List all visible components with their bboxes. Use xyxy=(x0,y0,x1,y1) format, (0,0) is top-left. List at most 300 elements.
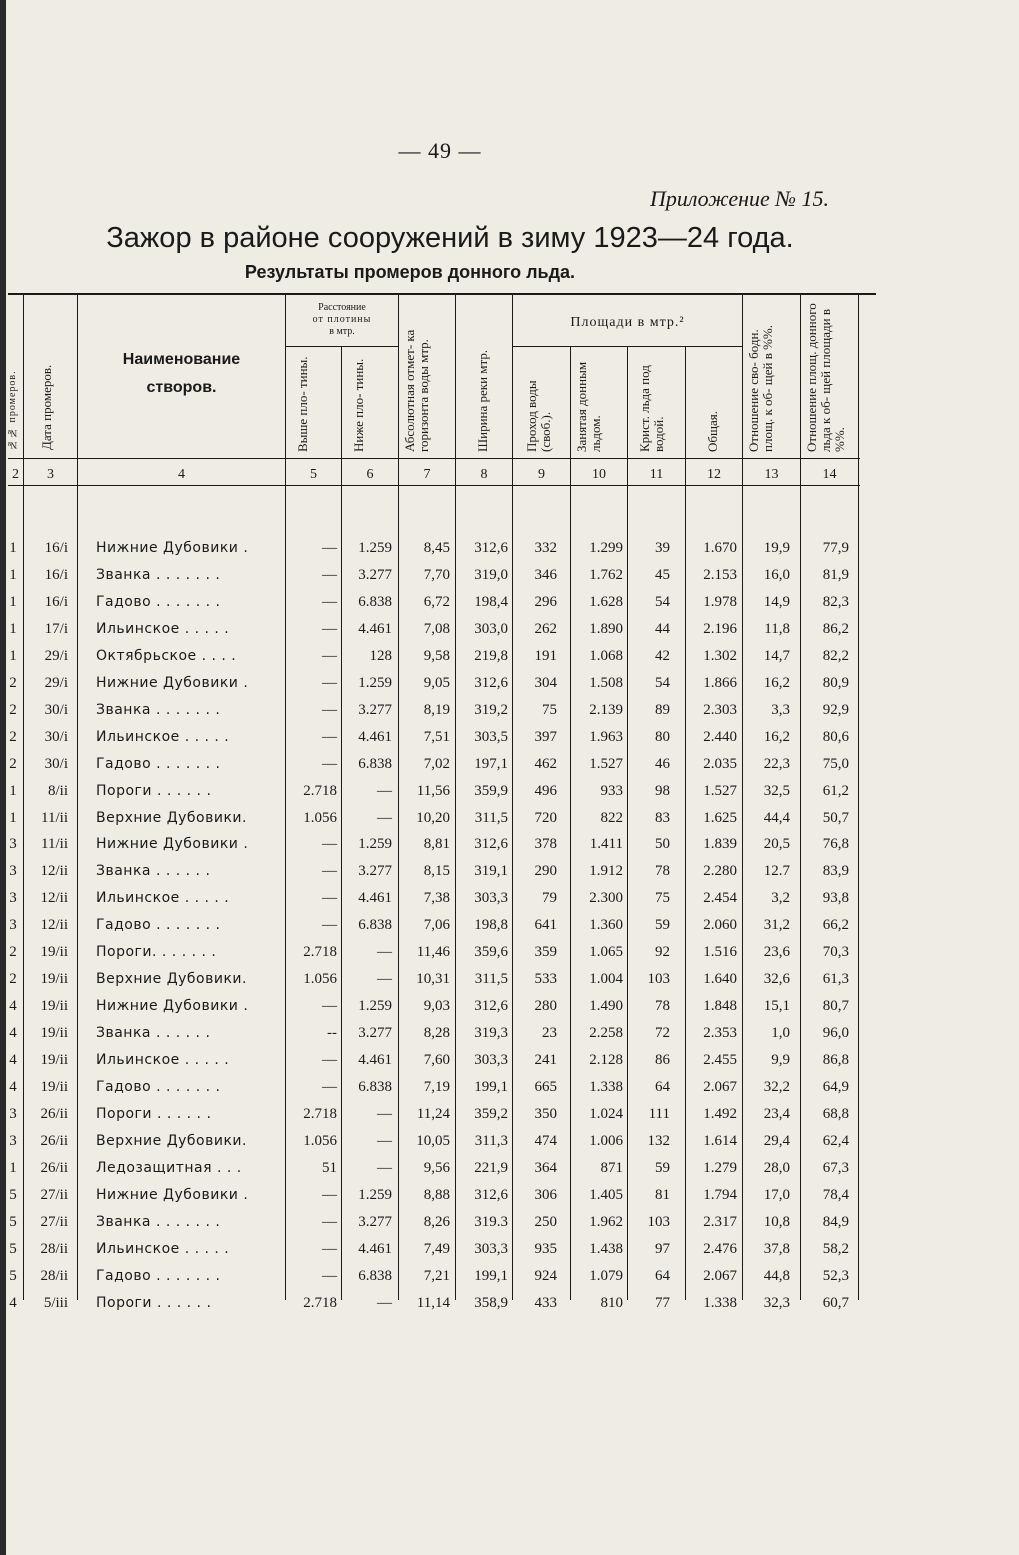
cell-name: Нижние Дубовики . xyxy=(96,540,249,556)
cell-elev: 7,02 xyxy=(423,755,450,772)
cell-name: Верхние Дубовики. xyxy=(96,971,247,988)
cell-total: 2.454 xyxy=(703,890,737,907)
cell-no: 3 xyxy=(9,863,17,880)
cell-no: 2 xyxy=(9,674,17,691)
cell-bottom: 1.006 xyxy=(589,1132,623,1149)
cell-p2: 84,9 xyxy=(822,1213,849,1230)
cell-bottom: 810 xyxy=(600,1294,623,1311)
cell-date: 19/ii xyxy=(40,944,68,961)
cell-free: 75 xyxy=(542,701,557,718)
cell-date: 29/i xyxy=(44,674,68,691)
header-river-width: Ширина реки мтр. xyxy=(475,349,490,452)
cell-up: — xyxy=(322,674,337,691)
cell-width: 199,1 xyxy=(474,1267,508,1284)
cell-elev: 10,20 xyxy=(416,809,450,826)
cell-width: 303,3 xyxy=(474,1240,508,1257)
cell-no: 1 xyxy=(9,566,17,583)
cell-date: 5/iii xyxy=(43,1294,68,1311)
cell-elev: 11,14 xyxy=(416,1294,450,1311)
cell-p2: 82,2 xyxy=(822,647,849,664)
cell-p1: 1,0 xyxy=(771,1025,790,1042)
cell-free: 935 xyxy=(534,1240,557,1257)
cell-up: — xyxy=(322,701,337,718)
cell-no: 2 xyxy=(9,971,17,988)
cell-elev: 8,45 xyxy=(423,540,450,556)
cell-free: 296 xyxy=(534,593,557,610)
cell-bottom: 1.527 xyxy=(589,755,623,772)
cell-p1: 3,3 xyxy=(771,701,790,718)
cell-width: 198,4 xyxy=(474,593,508,610)
table-row xyxy=(0,805,860,832)
cell-p1: 14,9 xyxy=(763,593,790,610)
cell-name: Гадово . . . . . . . xyxy=(96,593,221,610)
cell-free: 359 xyxy=(534,944,557,961)
cell-p2: 58,2 xyxy=(822,1240,849,1257)
cell-no: 2 xyxy=(9,728,17,745)
col-number: 3 xyxy=(47,467,54,482)
cell-down: 6.838 xyxy=(358,1079,392,1095)
cell-free: 241 xyxy=(534,1052,557,1069)
header-name-l2: створов. xyxy=(146,379,217,396)
cell-free: 924 xyxy=(534,1267,557,1284)
cell-total: 2.153 xyxy=(703,566,737,583)
cell-down: 1.259 xyxy=(358,540,392,556)
cell-elev: 8,26 xyxy=(423,1213,450,1230)
cell-p1: 44,4 xyxy=(763,809,790,826)
cell-free: 533 xyxy=(534,971,557,988)
cell-p1: 23,4 xyxy=(763,1105,790,1122)
table-row xyxy=(0,993,860,1020)
cell-name: Пороги . . . . . . xyxy=(96,1294,212,1311)
cell-p2: 52,3 xyxy=(822,1267,849,1284)
cell-free: 191 xyxy=(534,647,557,664)
cell-free: 280 xyxy=(534,998,557,1015)
cell-p2: 82,3 xyxy=(822,593,849,610)
header-bottom-rule xyxy=(8,458,860,459)
cell-elev: 10,31 xyxy=(416,971,450,988)
cell-no: 2 xyxy=(9,755,17,772)
header-bottom-ice: Занятая донным льдом. xyxy=(574,361,603,452)
cell-total: 2.353 xyxy=(703,1025,737,1042)
header-bottom-ice-ratio: Отношение площ. донного льда к об- щей площади в %%. xyxy=(804,303,847,452)
cell-crys: 64 xyxy=(655,1079,670,1095)
col-number: 13 xyxy=(764,467,779,482)
table-row xyxy=(0,1020,860,1047)
cell-no: 4 xyxy=(9,1079,17,1095)
cell-width: 312,6 xyxy=(474,1186,508,1203)
cell-p1: 22,3 xyxy=(763,755,790,772)
table-row xyxy=(0,885,860,912)
table-row xyxy=(0,1128,860,1155)
cell-no: 3 xyxy=(9,890,17,907)
cell-total: 1.848 xyxy=(703,998,737,1015)
cell-no: 1 xyxy=(9,809,17,826)
col-number: 7 xyxy=(423,467,431,482)
cell-elev: 7,70 xyxy=(423,566,450,583)
cell-p2: 92,9 xyxy=(822,701,849,718)
cell-down: 6.838 xyxy=(358,917,392,934)
cell-up: — xyxy=(322,863,337,880)
numbers-bottom-rule xyxy=(8,485,860,486)
col-number: 6 xyxy=(366,467,374,482)
cell-p1: 44,8 xyxy=(763,1267,790,1284)
cell-up: — xyxy=(322,1052,337,1069)
cell-bottom: 1.411 xyxy=(589,836,623,853)
cell-date: 27/ii xyxy=(40,1213,68,1230)
cell-up: — xyxy=(322,890,337,907)
table-row xyxy=(0,778,860,805)
cell-width: 319,0 xyxy=(474,566,508,583)
cell-date: 16/i xyxy=(44,566,68,583)
table-row xyxy=(0,697,860,724)
cell-crys: 54 xyxy=(655,674,670,691)
cell-p2: 62,4 xyxy=(822,1132,849,1149)
cell-p2: 61,2 xyxy=(822,782,849,799)
cell-bottom: 1.024 xyxy=(589,1105,623,1122)
cell-up: — xyxy=(322,1267,337,1284)
cell-p2: 78,4 xyxy=(822,1186,849,1203)
cell-down: 3.277 xyxy=(358,863,392,880)
cell-up: 2.718 xyxy=(303,1105,337,1122)
cell-date: 19/ii xyxy=(40,1025,68,1042)
cell-p2: 80,7 xyxy=(822,998,849,1015)
cell-bottom: 822 xyxy=(600,809,623,826)
cell-p2: 81,9 xyxy=(822,566,849,583)
cell-width: 312,6 xyxy=(474,998,508,1015)
cell-p2: 70,3 xyxy=(822,944,849,961)
page-subtitle: Результаты промеров донного льда. xyxy=(244,262,576,282)
cell-no: 4 xyxy=(9,1025,17,1042)
cell-up: — xyxy=(322,1186,337,1203)
cell-no: 5 xyxy=(9,1240,17,1257)
cell-bottom: 2.258 xyxy=(589,1025,623,1042)
table-row xyxy=(0,562,860,589)
cell-elev: 7,08 xyxy=(423,620,450,637)
cell-bottom: 1.004 xyxy=(589,971,623,988)
header-upstream: Выше пло- тины. xyxy=(295,356,310,452)
table-row xyxy=(0,1101,860,1128)
cell-p1: 32,5 xyxy=(763,782,790,799)
cell-no: 1 xyxy=(9,1159,17,1176)
cell-name: Верхние Дубовики. xyxy=(96,1132,247,1149)
cell-date: 16/i xyxy=(44,593,68,610)
cell-total: 1.302 xyxy=(703,647,737,664)
cell-free: 79 xyxy=(542,890,557,907)
cell-total: 2.303 xyxy=(703,701,737,718)
header-downstream: Ниже пло- тины. xyxy=(351,358,366,452)
cell-width: 359,9 xyxy=(474,782,508,799)
cell-up: 1.056 xyxy=(303,1132,337,1149)
cell-crys: 72 xyxy=(655,1025,670,1042)
cell-p2: 93,8 xyxy=(822,890,849,907)
cell-free: 462 xyxy=(534,755,557,772)
cell-date: 16/i xyxy=(44,540,68,556)
cell-no: 4 xyxy=(9,998,17,1015)
cell-down: 3.277 xyxy=(358,1025,392,1042)
cell-p2: 61,3 xyxy=(822,971,849,988)
table-row xyxy=(0,751,860,778)
cell-p2: 66,2 xyxy=(822,917,849,934)
cell-name: Званка . . . . . . xyxy=(96,863,211,880)
cell-p2: 60,7 xyxy=(822,1294,849,1311)
cell-crys: 54 xyxy=(655,593,670,610)
header-distance-l2: от плотины xyxy=(312,314,372,325)
cell-up: — xyxy=(322,755,337,772)
cell-total: 1.640 xyxy=(703,971,737,988)
cell-width: 312,6 xyxy=(474,836,508,853)
cell-name: Нижние Дубовики . xyxy=(96,1186,249,1203)
cell-p2: 86,2 xyxy=(822,620,849,637)
cell-name: Гадово . . . . . . . xyxy=(96,917,221,934)
page-number: — 49 — xyxy=(398,138,482,163)
cell-total: 2.476 xyxy=(703,1240,737,1257)
cell-p2: 50,7 xyxy=(822,809,849,826)
cell-p1: 20,5 xyxy=(763,836,790,853)
cell-down: 4.461 xyxy=(358,620,392,637)
cell-date: 11/ii xyxy=(41,809,68,826)
cell-bottom: 1.962 xyxy=(589,1213,623,1230)
cell-total: 2.280 xyxy=(703,863,737,880)
table-row xyxy=(0,966,860,993)
cell-date: 12/ii xyxy=(40,890,68,907)
cell-date: 30/i xyxy=(44,701,68,718)
cell-down: 4.461 xyxy=(358,1240,392,1257)
cell-crys: 64 xyxy=(655,1267,670,1284)
cell-down: — xyxy=(377,809,392,826)
cell-total: 1.492 xyxy=(703,1105,737,1122)
cell-bottom: 1.068 xyxy=(589,647,623,664)
header-elevation: Абсолютная отмет- ка горизонта воды мтр. xyxy=(402,329,431,452)
cell-width: 319,3 xyxy=(474,1025,508,1042)
cell-width: 219,8 xyxy=(474,647,508,664)
col-number: 12 xyxy=(707,467,721,482)
cell-crys: 78 xyxy=(655,863,670,880)
cell-p2: 83,9 xyxy=(822,863,849,880)
cell-no: 1 xyxy=(9,782,17,799)
cell-width: 311,5 xyxy=(474,809,508,826)
cell-free: 306 xyxy=(534,1186,557,1203)
cell-crys: 80 xyxy=(655,728,670,745)
cell-p1: 16,2 xyxy=(763,674,790,691)
cell-p2: 86,8 xyxy=(822,1052,849,1069)
cell-name: Пороги. . . . . . . xyxy=(96,944,217,961)
cell-bottom: 1.338 xyxy=(589,1079,623,1095)
cell-free: 23 xyxy=(542,1025,557,1042)
cell-elev: 7,21 xyxy=(423,1267,450,1284)
cell-width: 312,6 xyxy=(474,674,508,691)
cell-name: Нижние Дубовики . xyxy=(96,674,249,691)
cell-elev: 8,81 xyxy=(423,836,450,853)
cell-no: 4 xyxy=(9,1052,17,1069)
cell-up: — xyxy=(322,836,337,853)
col-number: 4 xyxy=(178,467,185,482)
cell-up: — xyxy=(322,917,337,934)
cell-up: — xyxy=(322,647,337,664)
cell-crys: 81 xyxy=(655,1186,670,1203)
col-number: 8 xyxy=(480,467,488,482)
cell-date: 19/ii xyxy=(40,1079,68,1095)
cell-elev: 6,72 xyxy=(423,593,450,610)
cell-width: 198,8 xyxy=(474,917,508,934)
cell-up: 51 xyxy=(322,1159,337,1176)
cell-bottom: 1.405 xyxy=(589,1186,623,1203)
cell-p1: 19,9 xyxy=(763,540,790,556)
cell-width: 303,3 xyxy=(474,1052,508,1069)
table-row xyxy=(0,912,860,939)
cell-up: — xyxy=(322,540,337,556)
table-row xyxy=(0,1290,860,1317)
cell-name: Гадово . . . . . . . xyxy=(96,1267,221,1284)
cell-crys: 103 xyxy=(647,1213,670,1230)
cell-date: 28/ii xyxy=(40,1267,68,1284)
cell-free: 262 xyxy=(534,620,557,637)
header-area-group: Площади в мтр.² xyxy=(570,315,685,330)
cell-down: — xyxy=(377,1294,392,1311)
cell-free: 332 xyxy=(534,540,557,556)
cell-crys: 86 xyxy=(655,1052,670,1069)
cell-crys: 42 xyxy=(655,647,670,664)
cell-crys: 45 xyxy=(655,566,670,583)
cell-p1: 12.7 xyxy=(763,863,790,880)
cell-width: 359,6 xyxy=(474,944,508,961)
cell-up: 1.056 xyxy=(303,971,337,988)
cell-elev: 7,49 xyxy=(423,1240,450,1257)
cell-date: 12/ii xyxy=(40,863,68,880)
cell-p1: 32,6 xyxy=(763,971,790,988)
cell-p1: 14,7 xyxy=(763,647,790,664)
cell-down: 4.461 xyxy=(358,890,392,907)
cell-total: 1.516 xyxy=(703,944,737,961)
cell-free: 665 xyxy=(534,1079,557,1095)
cell-width: 359,2 xyxy=(474,1105,508,1122)
cell-free: 304 xyxy=(534,674,557,691)
cell-name: Нижние Дубовики . xyxy=(96,836,249,853)
cell-down: 6.838 xyxy=(358,593,392,610)
cell-crys: 59 xyxy=(655,1159,670,1176)
cell-total: 2.067 xyxy=(703,1267,737,1284)
table-row xyxy=(0,535,860,562)
cell-name: Гадово . . . . . . . xyxy=(96,755,221,772)
cell-name: Ильинское . . . . . xyxy=(96,890,230,907)
cell-crys: 46 xyxy=(655,755,670,772)
cell-crys: 39 xyxy=(655,540,670,556)
table-row xyxy=(0,1182,860,1209)
cell-no: 2 xyxy=(9,944,17,961)
header-crystal-ice: Крист. льда под водой. xyxy=(637,365,666,452)
cell-crys: 83 xyxy=(655,809,670,826)
cell-total: 1.279 xyxy=(703,1159,737,1176)
header-name-l1: Наименование xyxy=(122,351,241,368)
cell-width: 303,5 xyxy=(474,728,508,745)
cell-no: 3 xyxy=(9,836,17,853)
cell-no: 2 xyxy=(9,701,17,718)
cell-total: 1.338 xyxy=(703,1294,737,1311)
cell-up: — xyxy=(322,1213,337,1230)
cell-date: 19/ii xyxy=(40,998,68,1015)
cell-down: 128 xyxy=(369,647,392,664)
cell-p1: 32,3 xyxy=(763,1294,790,1311)
table-row xyxy=(0,1047,860,1074)
cell-bottom: 933 xyxy=(600,782,623,799)
cell-down: 4.461 xyxy=(358,1052,392,1069)
cell-bottom: 2.139 xyxy=(589,701,623,718)
cell-no: 3 xyxy=(9,917,17,934)
cell-date: 29/i xyxy=(44,647,68,664)
cell-date: 26/ii xyxy=(40,1132,68,1149)
cell-width: 319,1 xyxy=(474,863,508,880)
cell-down: — xyxy=(377,1105,392,1122)
cell-elev: 11,46 xyxy=(416,944,450,961)
table-row xyxy=(0,939,860,966)
cell-name: Нижние Дубовики . xyxy=(96,998,249,1015)
cell-bottom: 871 xyxy=(600,1159,623,1176)
cell-total: 1.625 xyxy=(703,809,737,826)
cell-name: Верхние Дубовики. xyxy=(96,809,247,826)
cell-down: 1.259 xyxy=(358,1186,392,1203)
cell-name: Октябрьское . . . . xyxy=(96,647,237,664)
cell-p1: 15,1 xyxy=(763,998,790,1015)
cell-name: Ильинское . . . . . xyxy=(96,1240,230,1257)
cell-up: 2.718 xyxy=(303,782,337,799)
cell-bottom: 1.065 xyxy=(589,944,623,961)
cell-up: — xyxy=(322,998,337,1015)
cell-elev: 8,88 xyxy=(423,1186,450,1203)
cell-free: 720 xyxy=(534,809,557,826)
cell-bottom: 1.079 xyxy=(589,1267,623,1284)
cell-down: 3.277 xyxy=(358,1213,392,1230)
cell-name: Званка . . . . . . xyxy=(96,1025,211,1042)
cell-bottom: 1.963 xyxy=(589,728,623,745)
cell-down: — xyxy=(377,1159,392,1176)
cell-name: Ильинское . . . . . xyxy=(96,1052,230,1069)
cell-up: 2.718 xyxy=(303,944,337,961)
table-row xyxy=(0,1263,860,1290)
cell-width: 221,9 xyxy=(474,1159,508,1176)
cell-bottom: 1.762 xyxy=(589,566,623,583)
cell-up: — xyxy=(322,728,337,745)
cell-width: 303,3 xyxy=(474,890,508,907)
cell-name: Пороги . . . . . . xyxy=(96,1105,212,1122)
cell-free: 350 xyxy=(534,1105,557,1122)
cell-down: 3.277 xyxy=(358,701,392,718)
cell-total: 1.866 xyxy=(703,674,737,691)
cell-date: 17/i xyxy=(44,620,68,637)
cell-up: — xyxy=(322,566,337,583)
cell-elev: 8,28 xyxy=(423,1025,450,1042)
cell-crys: 132 xyxy=(647,1132,670,1149)
table-row xyxy=(0,643,860,670)
cell-up: 1.056 xyxy=(303,809,337,826)
cell-free: 496 xyxy=(534,782,557,799)
cell-name: Ильинское . . . . . xyxy=(96,728,230,745)
table-row xyxy=(0,589,860,616)
cell-down: 4.461 xyxy=(358,728,392,745)
cell-no: 4 xyxy=(9,1294,17,1311)
cell-p1: 17,0 xyxy=(763,1186,790,1203)
cell-elev: 9,56 xyxy=(423,1159,450,1176)
header-free-passage: Проход воды (своб.). xyxy=(524,380,553,452)
cell-total: 2.067 xyxy=(703,1079,737,1095)
cell-p2: 80,6 xyxy=(822,728,849,745)
cell-elev: 7,19 xyxy=(423,1079,450,1095)
cell-down: 1.259 xyxy=(358,836,392,853)
cell-total: 2.455 xyxy=(703,1052,737,1069)
cell-crys: 92 xyxy=(655,944,670,961)
cell-down: — xyxy=(377,1132,392,1149)
table-row xyxy=(0,616,860,643)
cell-date: 26/ii xyxy=(40,1159,68,1176)
col-number: 10 xyxy=(592,467,606,482)
